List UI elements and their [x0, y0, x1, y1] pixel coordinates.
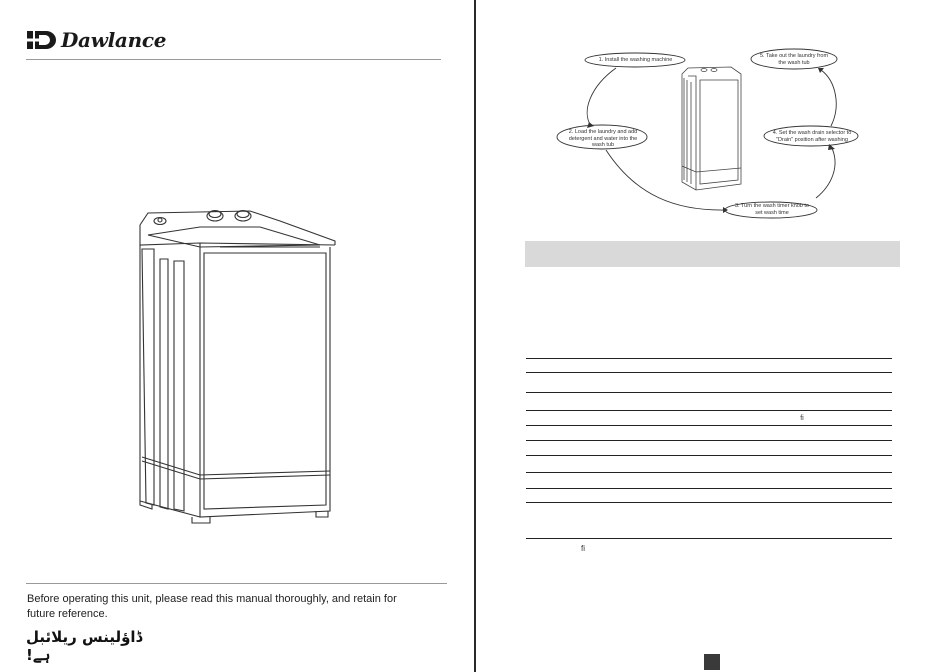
step-3: 3. Turn the wash timer knob to set wash time — [735, 203, 809, 216]
urdu-tagline: ڈاؤلینس ریلائبل ہے! — [26, 628, 143, 664]
table-row — [526, 441, 892, 456]
dawlance-logo-icon — [26, 30, 58, 50]
header-rule — [26, 59, 441, 60]
section-heading-bar — [525, 241, 900, 267]
table-row: ﬁ — [526, 411, 892, 426]
brand-name: Dawlance — [61, 28, 167, 52]
step-5: 5. Take out the laundry from the wash tub — [759, 53, 829, 66]
operation-page — [476, 0, 950, 672]
read-manual-notice: Before operating this unit, please read this manual thoroughly, and retain for future reference. — [27, 593, 397, 620]
step-2: 2. Load the laundry and add detergent and water into the wash tub — [568, 129, 638, 148]
brand-logo — [26, 28, 166, 52]
small-washer-drawing — [682, 67, 741, 190]
table-row — [526, 426, 892, 441]
step-4: 4. Set the wash drain selector to "Drain" position after washing — [772, 130, 852, 143]
footer-rule — [26, 583, 447, 584]
cover-page — [0, 0, 474, 672]
table-row — [526, 503, 892, 539]
operation-cycle-diagram — [556, 46, 876, 226]
table-row — [526, 393, 892, 411]
step-1: 1. Install the washing machine — [598, 57, 673, 63]
table-row — [526, 456, 892, 473]
table-row — [526, 373, 892, 393]
table-footnote: ﬁ — [581, 544, 585, 553]
table-row — [526, 359, 892, 373]
table-row — [526, 473, 892, 489]
washing-machine-illustration — [130, 205, 340, 525]
table-row — [526, 489, 892, 503]
page-number-marker — [704, 654, 720, 670]
specifications-table — [526, 358, 892, 539]
